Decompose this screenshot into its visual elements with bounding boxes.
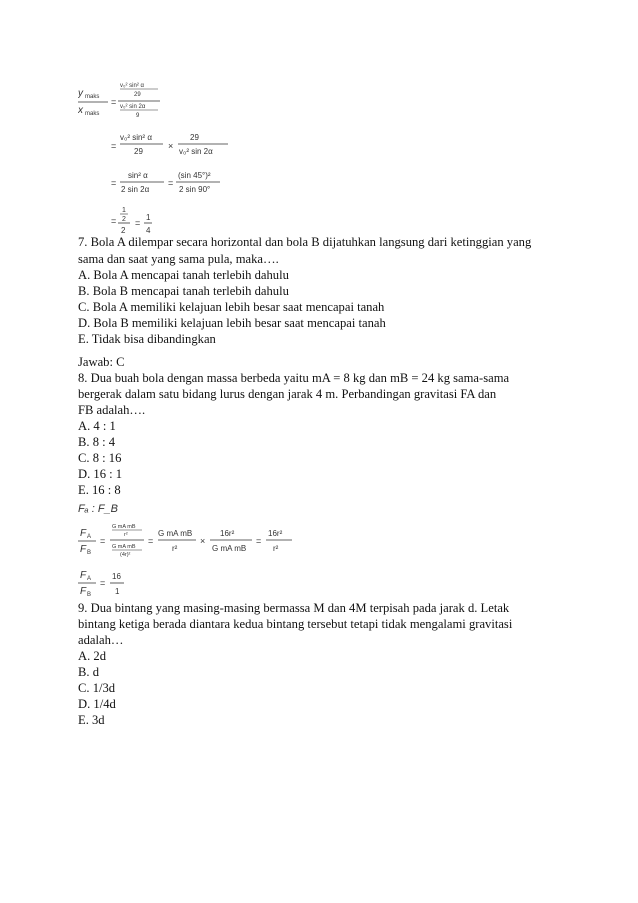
svg-text:G mA mB: G mA mB [158,529,193,538]
svg-text:=: = [111,141,117,151]
q9-line-1: 9. Dua bintang yang masing-masing bermassa M dan 4M terpisah pada jarak d. Letak [78,601,510,615]
svg-text:=: = [111,178,117,188]
svg-text:1: 1 [122,207,126,214]
q9-option-b: B. d [78,665,99,679]
svg-text:r²: r² [124,532,128,538]
q8-option-e: E. 16 : 8 [78,483,121,497]
svg-text:(4r)²: (4r)² [120,552,131,558]
q8-option-a: A. 4 : 1 [78,419,116,433]
svg-text:G mA mB: G mA mB [212,544,247,553]
q8-option-d: D. 16 : 1 [78,467,123,481]
q7-answer: Jawab: C [78,355,125,369]
svg-text:2 sin 90°: 2 sin 90° [179,185,211,194]
svg-text:B: B [87,592,92,598]
svg-text:16r²: 16r² [268,529,283,538]
svg-text:F: F [80,570,87,581]
svg-text:v₀² sin² α: v₀² sin² α [120,133,152,142]
svg-text:29: 29 [134,147,143,156]
svg-text:maks: maks [85,94,100,100]
q9-option-e: E. 3d [78,713,105,727]
q7-option-a: A. Bola A mencapai tanah terlebih dahulu [78,268,289,282]
svg-text:1: 1 [146,213,151,222]
svg-text:9: 9 [136,113,140,119]
svg-text:F: F [80,528,87,539]
svg-text:v₀² sin 2α: v₀² sin 2α [179,147,213,156]
svg-text:G mA mB: G mA mB [112,524,136,530]
q8-line-1: 8. Dua buah bola dengan massa berbeda yaitu mA = 8 kg dan mB = 24 kg sama-sama [78,371,510,385]
svg-text:×: × [168,141,174,151]
formula-figure-gravity-ratio [78,498,318,598]
svg-text:F: F [80,544,87,555]
q7-line-1: 7. Bola A dilempar secara horizontal dan bola B dijatuhkan langsung dari ketinggian yang [78,235,532,249]
q8-option-c: C. 8 : 16 [78,451,122,465]
q9-option-a: A. 2d [78,649,106,663]
q9-option-c: C. 1/3d [78,681,116,695]
svg-text:16: 16 [112,572,121,581]
q8-line-3: FB adalah…. [78,403,146,417]
svg-text:G mA mB: G mA mB [112,544,136,550]
svg-text:v₀² sin 2α: v₀² sin 2α [120,104,146,110]
svg-text:16r²: 16r² [220,529,235,538]
q7-option-c: C. Bola A memiliki kelajuan lebih besar saat mencapai tanah [78,300,385,314]
svg-text:A: A [87,576,92,582]
svg-text:=: = [168,178,174,188]
formula-figure-ratio-y-x [78,78,258,238]
svg-text:=: = [100,578,106,588]
q9-line-2: bintang ketiga berada diantara kedua bintang tersebut tetapi tidak mengalami gravitasi [78,617,513,631]
svg-text:=: = [111,97,117,107]
svg-text:=: = [100,536,106,546]
svg-text:r²: r² [273,544,279,553]
svg-text:A: A [87,534,92,540]
q9-line-3: adalah… [78,633,124,647]
svg-text:v₀² sin² α: v₀² sin² α [120,83,144,89]
svg-text:Fₐ : F_B: Fₐ : F_B [78,503,119,515]
svg-text:(sin 45°)²: (sin 45°)² [178,171,211,180]
q7-line-2: sama dan saat yang sama pula, maka…. [78,252,279,266]
svg-text:=: = [148,536,154,546]
svg-text:=: = [135,218,141,228]
q8-option-b: B. 8 : 4 [78,435,116,449]
svg-text:2: 2 [121,226,126,235]
y-maks-label: y [78,88,83,99]
svg-text:29: 29 [190,133,199,142]
x-maks-label: x [78,105,83,116]
q7-option-b: B. Bola B mencapai tanah terlebih dahulu [78,284,289,298]
q9-option-d: D. 1/4d [78,697,116,711]
svg-text:2 sin 2α: 2 sin 2α [121,185,150,194]
svg-text:×: × [200,536,206,546]
svg-text:maks: maks [85,111,100,117]
svg-text:29: 29 [134,92,141,98]
svg-text:2: 2 [122,216,126,223]
svg-text:=: = [256,536,262,546]
svg-text:sin² α: sin² α [128,171,148,180]
svg-text:r²: r² [172,544,178,553]
svg-text:1: 1 [115,587,120,596]
svg-text:F: F [80,586,87,597]
q7-option-d: D. Bola B memiliki kelajuan lebih besar saat mencapai tanah [78,316,386,330]
svg-text:4: 4 [146,226,151,235]
q8-line-2: bergerak dalam satu bidang lurus dengan jarak 4 m. Perbandingan gravitasi FA dan [78,387,497,401]
svg-text:B: B [87,550,92,556]
svg-text:=: = [111,216,117,226]
q7-option-e: E. Tidak bisa dibandingkan [78,332,216,346]
